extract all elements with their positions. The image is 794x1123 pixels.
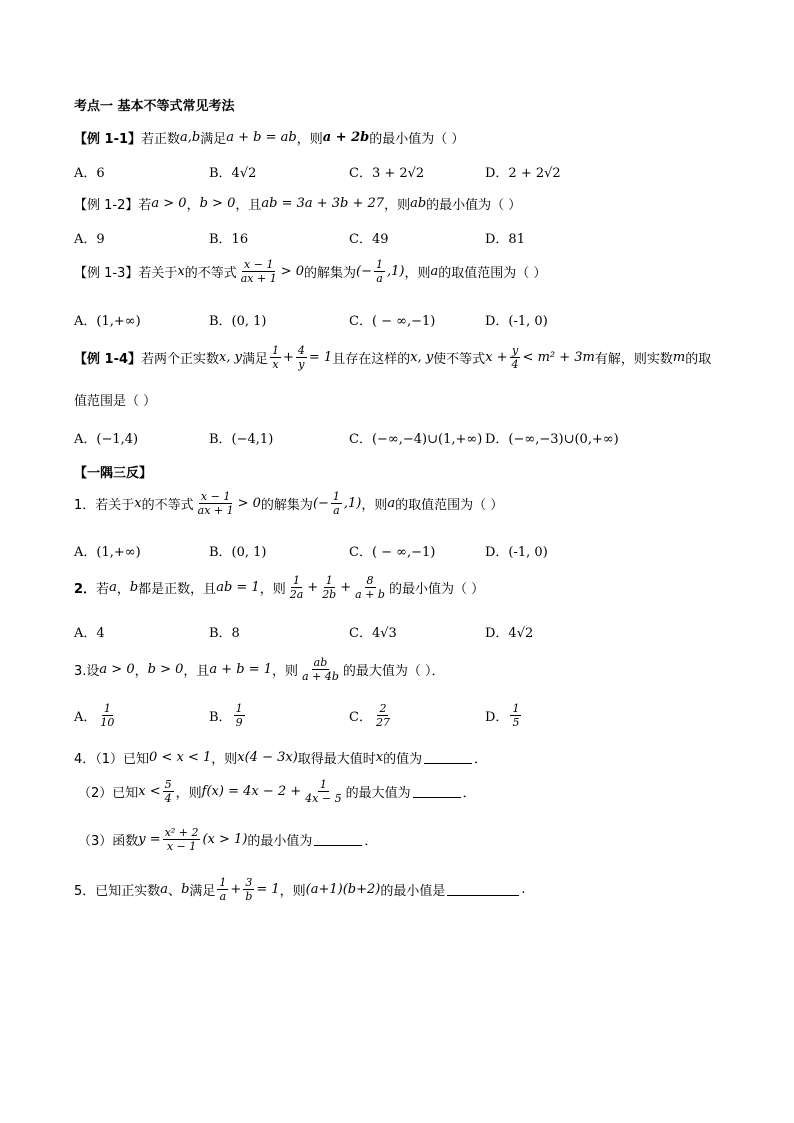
math-expression: ab bbox=[410, 196, 427, 211]
option-b[interactable]: B．(0, 1) bbox=[209, 314, 267, 329]
fraction bbox=[270, 344, 281, 371]
stem-text: ． bbox=[474, 752, 488, 767]
numerator: 1 bbox=[325, 574, 333, 587]
stem-text: 若 bbox=[138, 198, 152, 213]
example-1-3-options bbox=[74, 310, 774, 328]
option-b[interactable]: B．8 bbox=[209, 626, 240, 641]
fraction bbox=[217, 876, 228, 903]
example-1-4-options bbox=[74, 428, 774, 446]
math-vars: x, y bbox=[219, 350, 242, 365]
stem-text: ，则 bbox=[211, 752, 238, 767]
inequality-fraction bbox=[196, 490, 236, 517]
option-a[interactable] bbox=[74, 702, 118, 729]
denominator: 5 bbox=[512, 716, 520, 729]
stem-text: 满足 bbox=[200, 132, 227, 147]
answer-blank[interactable] bbox=[413, 785, 461, 798]
stem-text: 且存在这样的 bbox=[332, 352, 411, 367]
stem-text: 满足 bbox=[241, 352, 268, 367]
option-b[interactable]: B．(−4,1) bbox=[209, 432, 274, 447]
stem-text: ，则 bbox=[296, 132, 323, 147]
numerator: 3 bbox=[245, 876, 253, 889]
math-condition: ab = 1 bbox=[216, 580, 260, 595]
numerator: y bbox=[511, 344, 519, 357]
math-text: = 1 bbox=[308, 350, 333, 365]
denominator: ax + 1 bbox=[197, 504, 234, 517]
stem-text: 4．（1）已知 bbox=[74, 752, 150, 767]
fraction bbox=[303, 778, 343, 805]
numerator: 1 bbox=[103, 702, 111, 715]
math-condition: a > 0 bbox=[99, 662, 135, 677]
option-prefix: B． bbox=[209, 710, 232, 725]
fraction bbox=[163, 826, 201, 853]
stem-text: 的最大值为（ ）． bbox=[342, 664, 445, 679]
option-c[interactable]: C．3 + 2√2 bbox=[349, 166, 425, 181]
stem-text: 的不等式 bbox=[184, 266, 237, 281]
example-1-4-stem bbox=[74, 344, 711, 371]
option-fraction bbox=[98, 702, 116, 729]
stem-text: 的解集为 bbox=[304, 266, 357, 281]
denominator: 10 bbox=[100, 716, 115, 729]
option-b[interactable]: B．16 bbox=[209, 232, 249, 247]
stem-text: ， bbox=[116, 582, 130, 597]
stem-text: ，则 bbox=[259, 582, 286, 597]
option-b[interactable]: B．4√2 bbox=[209, 166, 257, 181]
fraction bbox=[163, 778, 174, 805]
stem-text: 若两个正实数 bbox=[141, 352, 220, 367]
practice-2-stem bbox=[74, 574, 484, 601]
question-label: 1．若关于 bbox=[74, 498, 135, 513]
math-text: > 0 bbox=[280, 264, 305, 279]
math-condition: 0 < x < 1 bbox=[149, 750, 212, 765]
stem-text: ，且 bbox=[235, 198, 262, 213]
math-var: a bbox=[109, 580, 117, 595]
denominator: 4x − 5 bbox=[305, 792, 342, 805]
option-c[interactable] bbox=[349, 702, 394, 729]
stem-text: 若关于 bbox=[138, 266, 178, 281]
option-a[interactable]: A．6 bbox=[74, 166, 105, 181]
stem-text: 若 bbox=[96, 582, 110, 597]
fraction bbox=[300, 656, 341, 683]
option-a[interactable]: A．(−1,4) bbox=[74, 432, 139, 447]
math-text: ,1) bbox=[343, 496, 362, 511]
fraction bbox=[510, 344, 521, 371]
numerator: 2 bbox=[379, 702, 387, 715]
option-d[interactable] bbox=[485, 702, 523, 729]
math-text: = 1 bbox=[256, 882, 280, 897]
example-1-1-stem bbox=[74, 128, 464, 147]
math-text: x + bbox=[485, 350, 508, 365]
set-fraction bbox=[374, 258, 385, 285]
option-fraction bbox=[234, 702, 245, 729]
stem-text: 、 bbox=[168, 884, 182, 899]
stem-text: 的最小值为（ ） bbox=[369, 132, 465, 147]
numerator: ab bbox=[313, 656, 328, 669]
practice-3-stem bbox=[74, 656, 445, 683]
math-var: b bbox=[129, 580, 139, 595]
section-title-text: 考点一 基本不等式常见考法 bbox=[74, 99, 235, 114]
fraction bbox=[320, 574, 338, 601]
denominator: y bbox=[298, 358, 305, 371]
denominator: ax + 1 bbox=[240, 272, 277, 285]
stem-text: 的最小值为（ ） bbox=[426, 198, 522, 213]
denominator: a bbox=[219, 890, 227, 903]
stem-text: ， bbox=[186, 198, 200, 213]
math-var: x bbox=[375, 750, 384, 765]
fraction bbox=[288, 574, 306, 601]
practice-1-options bbox=[74, 541, 774, 559]
option-c[interactable]: C．(−∞,−4)∪(1,+∞) bbox=[349, 432, 483, 447]
math-var: x bbox=[177, 264, 185, 279]
option-c[interactable]: C．49 bbox=[349, 232, 389, 247]
stem-text: 的最小值是 bbox=[380, 884, 446, 899]
math-expression: (a+1)(b+2) bbox=[305, 882, 381, 897]
section-title bbox=[74, 95, 235, 114]
stem-text: . bbox=[521, 882, 526, 897]
stem-text: ，则 bbox=[404, 266, 431, 281]
example-1-1-options bbox=[74, 162, 774, 180]
stem-text: 有解，则实数 bbox=[594, 352, 673, 367]
numerator: 4 bbox=[297, 344, 305, 357]
option-d[interactable]: D．(-1, 0) bbox=[485, 314, 548, 329]
option-a[interactable]: A．4 bbox=[74, 626, 105, 641]
math-text: + bbox=[307, 580, 319, 595]
stem-text: 的最小值为 bbox=[247, 834, 313, 849]
option-d[interactable]: D．(−∞,−3)∪(0,+∞) bbox=[485, 432, 619, 447]
option-d[interactable]: D．(-1, 0) bbox=[485, 545, 548, 560]
example-label: 【例 1-1】 bbox=[74, 132, 142, 147]
math-text: + bbox=[340, 580, 352, 595]
denominator: a + b bbox=[355, 588, 385, 601]
denominator: b bbox=[245, 890, 253, 903]
math-text: ,1) bbox=[387, 264, 405, 279]
option-prefix: D． bbox=[485, 710, 509, 725]
numerator: 8 bbox=[366, 574, 374, 587]
math-condition: ab = 3a + 3b + 27 bbox=[261, 196, 385, 211]
example-label: 【例 1-4】 bbox=[74, 352, 142, 367]
denominator: 27 bbox=[375, 716, 390, 729]
practice-4-q3 bbox=[78, 826, 377, 853]
option-fraction bbox=[510, 702, 521, 729]
stem-text: 的取值范围为（ ） bbox=[438, 266, 547, 281]
denominator: a bbox=[376, 272, 383, 285]
option-d[interactable]: D．4√2 bbox=[485, 626, 534, 641]
math-text: y = bbox=[138, 832, 161, 847]
numerator: 1 bbox=[332, 490, 340, 503]
stem-text: ，则 bbox=[175, 786, 202, 801]
practice-4-q2 bbox=[78, 778, 476, 805]
math-text: (− bbox=[356, 264, 373, 279]
numerator: 1 bbox=[376, 258, 384, 271]
stem-text: ， bbox=[134, 664, 148, 679]
denominator: 2a bbox=[289, 588, 304, 601]
math-condition: b > 0 bbox=[199, 196, 236, 211]
option-c[interactable]: C．4√3 bbox=[349, 626, 397, 641]
option-prefix: C． bbox=[349, 710, 372, 725]
stem-text: 满足 bbox=[189, 884, 216, 899]
denominator: 4 bbox=[511, 358, 519, 371]
example-label: 【例 1-3】 bbox=[74, 266, 139, 281]
numerator: 1 bbox=[512, 702, 520, 715]
stem-text: 的解集为 bbox=[260, 498, 313, 513]
option-a[interactable]: A．(1,+∞) bbox=[74, 314, 141, 329]
example-1-4-stem-line2 bbox=[74, 390, 156, 409]
question-label: 3.设 bbox=[74, 664, 100, 679]
stem-text: ，则 bbox=[361, 498, 388, 513]
stem-text: ，且 bbox=[183, 664, 210, 679]
numerator: 1 bbox=[235, 702, 243, 715]
stem-text: 的取 bbox=[685, 352, 712, 367]
stem-text: 的最大值为 bbox=[345, 786, 411, 801]
option-d[interactable]: D．81 bbox=[485, 232, 525, 247]
practice-1-stem bbox=[74, 490, 503, 517]
practice-title-text: 【一隅三反】 bbox=[74, 466, 153, 481]
numerator: 1 bbox=[319, 778, 327, 791]
math-var: a bbox=[387, 496, 396, 511]
fraction bbox=[296, 344, 307, 371]
numerator: 1 bbox=[293, 574, 300, 587]
stem-text: ，则 bbox=[384, 198, 411, 213]
math-condition: (x > 1) bbox=[202, 832, 248, 847]
math-expression: f(x) = 4x − 2 + bbox=[201, 784, 302, 799]
answer-blank[interactable] bbox=[447, 883, 519, 896]
math-expression: x(4 − 3x) bbox=[237, 750, 298, 765]
stem-text: 的不等式 bbox=[141, 498, 194, 513]
option-prefix: A． bbox=[74, 710, 97, 725]
fraction bbox=[243, 876, 254, 903]
math-condition: a > 0 bbox=[151, 196, 187, 211]
math-text: < m² + 3m bbox=[522, 350, 595, 365]
option-d[interactable]: D．2 + 2√2 bbox=[485, 166, 561, 181]
math-condition: a + b = 1 bbox=[209, 662, 273, 677]
example-label: 【例 1-2】 bbox=[74, 198, 139, 213]
math-var: m bbox=[672, 350, 686, 365]
inequality-fraction bbox=[239, 258, 279, 285]
option-c[interactable]: C．( − ∞,−1) bbox=[349, 314, 436, 329]
option-b[interactable] bbox=[209, 702, 247, 729]
math-text: + bbox=[230, 882, 242, 897]
math-text: x < bbox=[138, 784, 161, 799]
numerator: 1 bbox=[219, 876, 227, 889]
practice-4-q1 bbox=[74, 748, 487, 767]
example-1-3-stem bbox=[74, 258, 546, 285]
fraction bbox=[353, 574, 387, 601]
stem-text: 取得最大值时 bbox=[297, 752, 376, 767]
denominator: 2b bbox=[322, 588, 337, 601]
stem-text: 值范围是（ ） bbox=[74, 394, 157, 409]
denominator: 4 bbox=[164, 792, 172, 805]
denominator: 9 bbox=[235, 716, 243, 729]
stem-text: （2）已知 bbox=[78, 786, 139, 801]
denominator: x − 1 bbox=[166, 840, 197, 853]
stem-text: 的最小值为（ ） bbox=[388, 582, 485, 597]
denominator: x bbox=[272, 358, 279, 371]
numerator: x² + 2 bbox=[164, 826, 199, 839]
stem-text: ，则 bbox=[279, 884, 306, 899]
math-vars: x, y bbox=[410, 350, 434, 365]
stem-text: 使不等式 bbox=[433, 352, 486, 367]
math-text: (− bbox=[312, 496, 329, 511]
stem-text: ． bbox=[462, 786, 476, 801]
numerator: x − 1 bbox=[244, 258, 274, 271]
math-text: > 0 bbox=[237, 496, 261, 511]
math-var: x bbox=[134, 496, 142, 511]
practice-5-stem bbox=[74, 876, 526, 903]
stem-text: ． bbox=[364, 834, 378, 849]
stem-text: 的取值范围为（ ） bbox=[395, 498, 504, 513]
option-b[interactable]: B．(0, 1) bbox=[209, 545, 267, 560]
numerator: x − 1 bbox=[200, 490, 231, 503]
math-var: a bbox=[430, 264, 439, 279]
example-1-2-options bbox=[74, 228, 774, 246]
option-fraction bbox=[374, 702, 392, 729]
math-expression: a + 2b bbox=[322, 130, 370, 145]
question-label: 2． bbox=[74, 582, 97, 597]
math-var: b bbox=[181, 882, 190, 897]
option-a[interactable]: A．9 bbox=[74, 232, 105, 247]
numerator: 1 bbox=[272, 344, 279, 357]
option-c[interactable]: C．( − ∞,−1) bbox=[349, 545, 436, 560]
stem-text: 若正数 bbox=[141, 132, 181, 147]
stem-text: 都是正数，且 bbox=[138, 582, 217, 597]
practice-2-options bbox=[74, 622, 774, 640]
math-condition: b > 0 bbox=[147, 662, 184, 677]
practice-title bbox=[74, 462, 152, 481]
set-fraction bbox=[331, 490, 342, 517]
denominator: a + 4b bbox=[302, 670, 339, 683]
numerator: 5 bbox=[164, 778, 172, 791]
question-label: 5．已知正实数 bbox=[74, 884, 161, 899]
answer-blank[interactable] bbox=[424, 751, 472, 764]
option-a[interactable]: A．(1,+∞) bbox=[74, 545, 141, 560]
math-var: a bbox=[160, 882, 169, 897]
practice-3-options bbox=[74, 702, 774, 736]
math-condition: a + b = ab bbox=[226, 130, 297, 145]
stem-text: ，则 bbox=[272, 664, 299, 679]
math-vars: a,b bbox=[180, 130, 201, 145]
stem-text: （3）函数 bbox=[78, 834, 139, 849]
answer-blank[interactable] bbox=[314, 833, 362, 846]
example-1-2-stem bbox=[74, 194, 521, 213]
denominator: a bbox=[333, 504, 340, 517]
math-text: + bbox=[283, 350, 294, 365]
stem-text: 的值为 bbox=[383, 752, 423, 767]
